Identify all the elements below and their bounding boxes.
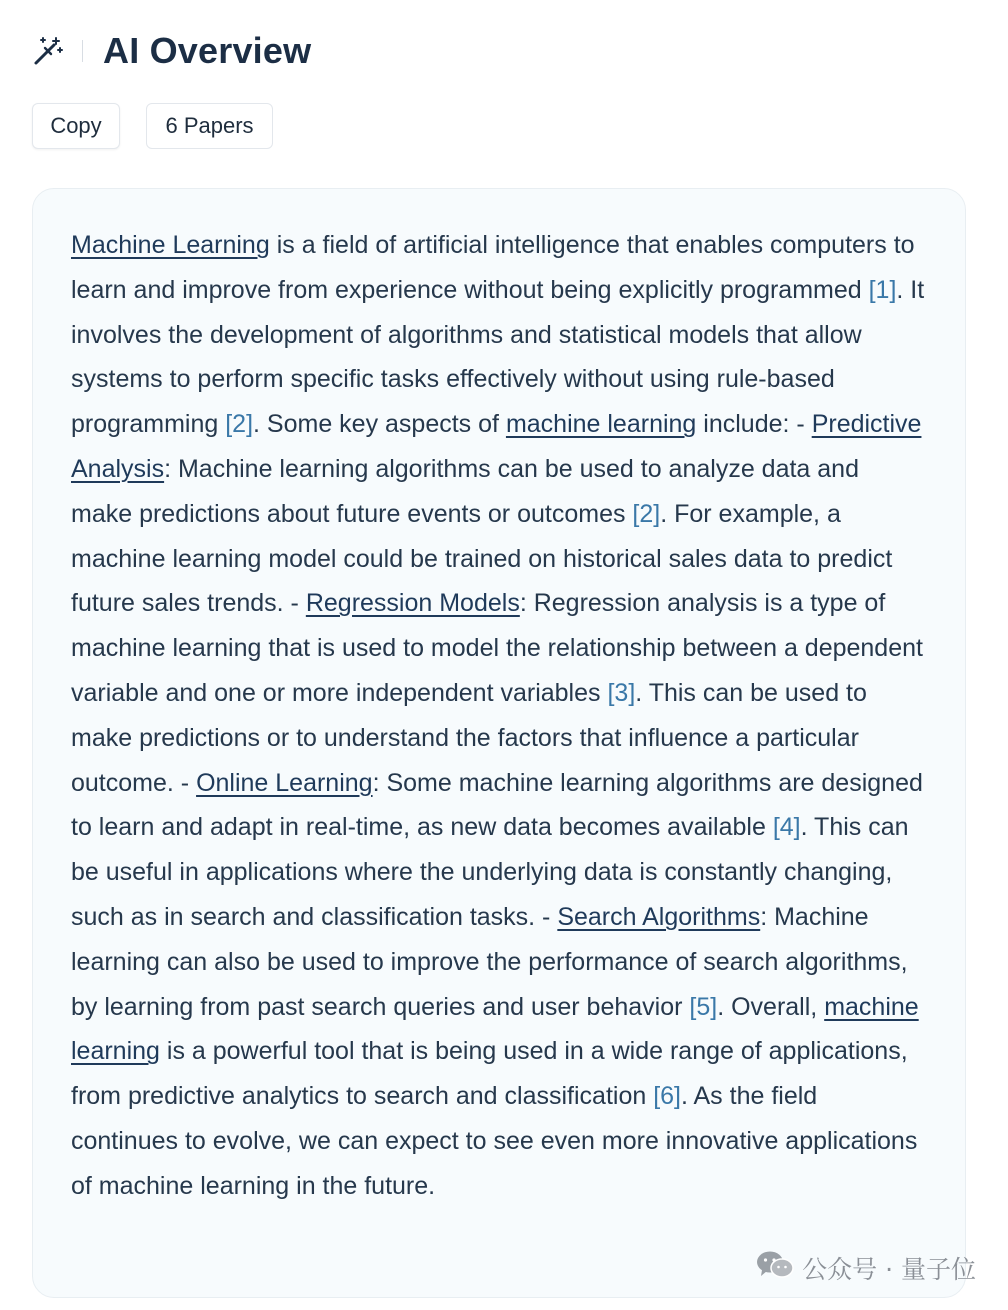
term-link[interactable]: Search Algorithms [557, 902, 761, 931]
citation-link[interactable]: [6] [653, 1082, 681, 1111]
overview-text-run: . This can be used to make predictions or to understand the factors that influence a particular outcome. - [71, 678, 867, 797]
term-link[interactable]: Machine Learning [71, 231, 270, 259]
copy-button[interactable]: Copy [32, 103, 120, 149]
overview-text-run: . This can be useful in applications where the underlying data is constantly changing, such as in search and classification tasks. - [71, 813, 909, 931]
overview-text-run: : Machine learning algorithms can be used to analyze data and make predictions about future events or outcomes [71, 454, 859, 528]
overview-text-run: : Some machine learning algorithms are designed to learn and adapt in real-time, as new data becomes available [71, 768, 923, 842]
citation-link[interactable]: [3] [607, 678, 636, 707]
overview-text-run: include: - [696, 410, 812, 439]
citation-link[interactable]: [1] [868, 275, 897, 304]
term-link[interactable]: machine learning [505, 410, 697, 439]
term-link[interactable]: Regression Models [305, 589, 520, 618]
overview-text-run: . As the field continues to evolve, we can expect to see even more innovative applications of machine learning in the future. [71, 1082, 918, 1200]
overview-text-run: . It involves the development of algorithms and statistical models that allow systems to perform specific tasks effectively without using rule-based programming [71, 275, 925, 439]
watermark [756, 1250, 976, 1286]
overview-text-run: . Overall, [717, 992, 825, 1021]
overview-text-run: : Regression analysis is a type of machine learning that is used to model the relationship between a dependent variable and one or more independent variables [71, 589, 923, 707]
overview-header [32, 28, 311, 74]
magic-wand-icon [32, 35, 64, 67]
citation-link[interactable]: [2] [225, 410, 254, 439]
citation-link[interactable]: [4] [772, 813, 801, 842]
term-link[interactable]: Predictive Analysis [71, 410, 922, 483]
wechat-icon [756, 1250, 794, 1286]
overview-card [32, 188, 966, 1298]
page-title: AI Overview [103, 30, 312, 71]
citation-link[interactable]: [5] [689, 992, 718, 1021]
header-divider [82, 40, 83, 62]
overview-text [71, 223, 927, 1209]
overview-text-run: is a powerful tool that is being used in a wide range of applications, from predictive analytics to search and classification [71, 1037, 908, 1111]
watermark-text: 公众号 · 量子位 [802, 1255, 976, 1284]
citation-link[interactable]: [2] [632, 499, 661, 528]
overview-text-run: . For example, a machine learning model could be trained on historical sales data to predict future sales trends. - [71, 499, 893, 618]
term-link[interactable]: Online Learning [196, 768, 373, 797]
overview-text-run: is a field of artificial intelligence that enables computers to learn and improve from experience without being explicitly programmed [71, 231, 915, 304]
action-bar [32, 103, 273, 149]
term-link[interactable]: machine learning [71, 992, 919, 1066]
overview-text-run: : Machine learning can also be used to improve the performance of search algorithms, by learning from past search queries and user behavior [71, 902, 908, 1021]
overview-text-run: . Some key aspects of [253, 410, 506, 439]
papers-button[interactable]: 6 Papers [146, 103, 273, 149]
